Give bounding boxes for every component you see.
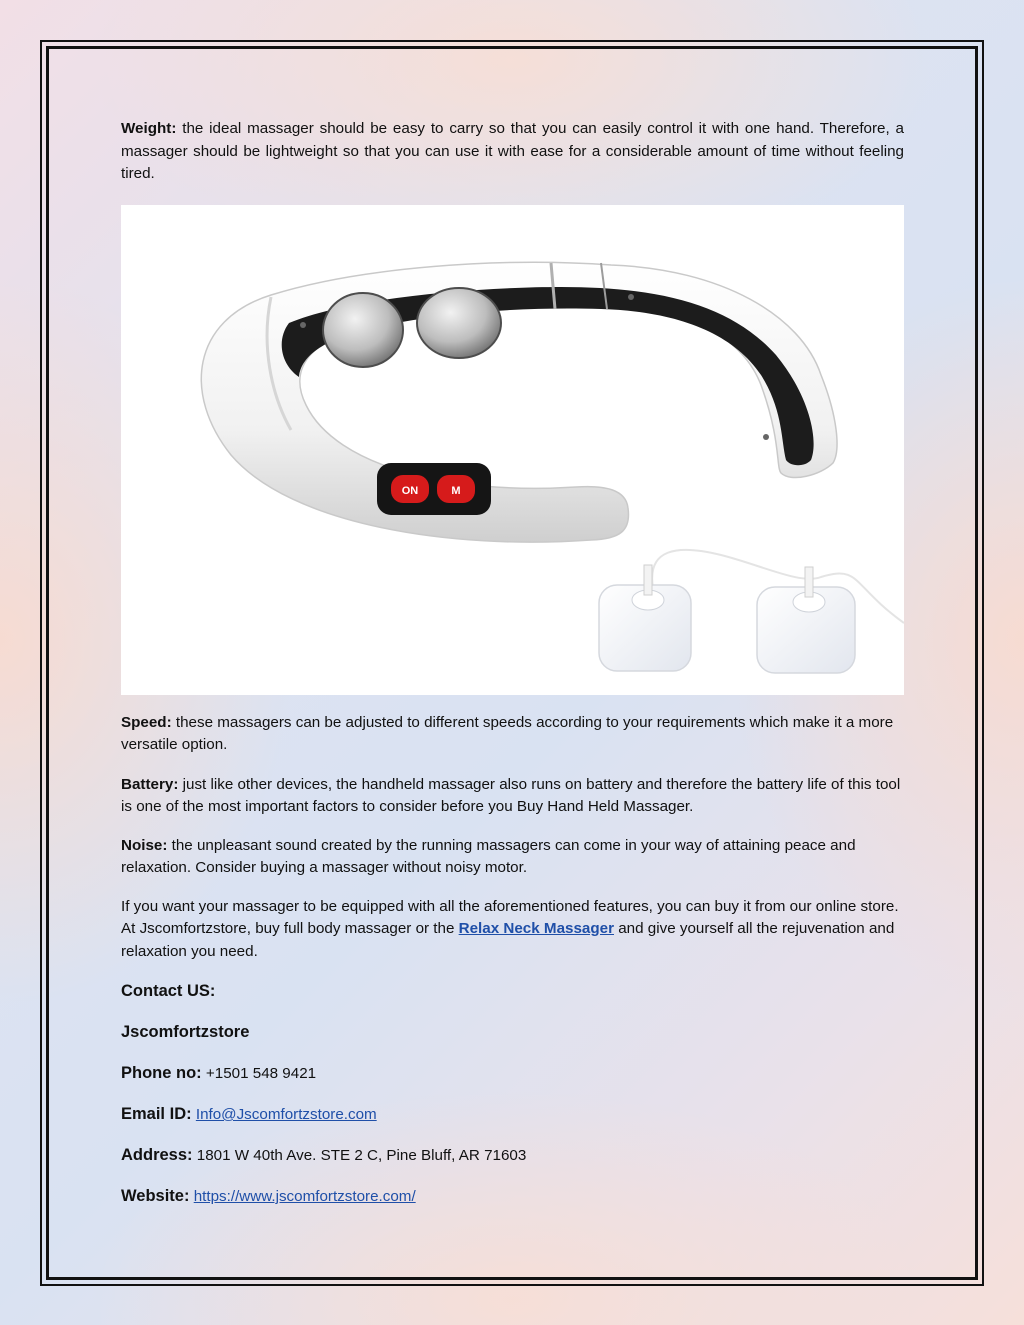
phone-line bbox=[121, 1062, 904, 1085]
website-label: Website: bbox=[121, 1187, 190, 1205]
weight-text: the ideal massager should be easy to carry so that you can easily control it with one hand. Therefore, a massager should be lightweight so that you can use it with ease for a considerable amount of time without feeling tired. bbox=[121, 120, 904, 182]
phone-label: Phone no: bbox=[121, 1064, 202, 1082]
massager-body bbox=[201, 262, 837, 542]
battery-label: Battery: bbox=[121, 775, 179, 793]
closing-text-before: If you want your massager to be equipped with all the aforementioned features, you can buy it from our online store. At Jscomfortzstore, buy full body massager or the bbox=[121, 897, 899, 937]
website-link[interactable]: https://www.jscomfortzstore.com/ bbox=[193, 1188, 416, 1205]
neck-massager-illustration bbox=[121, 205, 904, 695]
closing-paragraph bbox=[121, 896, 904, 964]
address-label: Address: bbox=[121, 1146, 193, 1164]
website-line bbox=[121, 1185, 904, 1208]
neck-massager-image bbox=[121, 205, 904, 695]
noise-label: Noise: bbox=[121, 836, 168, 854]
email-link[interactable]: Info@Jscomfortzstore.com bbox=[195, 1106, 377, 1123]
contact-section bbox=[121, 980, 904, 1208]
relax-neck-massager-link[interactable]: Relax Neck Massager bbox=[458, 920, 614, 937]
address-value: 1801 W 40th Ave. STE 2 C, Pine Bluff, AR 71603 bbox=[192, 1147, 527, 1164]
weight-label: Weight: bbox=[121, 120, 177, 137]
on-button-label: ON bbox=[401, 484, 419, 497]
noise-text: the unpleasant sound created by the running massagers can come in your way of attaining peace and relaxation. Consider buying a massager without noisy motor. bbox=[121, 836, 856, 876]
speed-paragraph bbox=[121, 712, 904, 757]
electrode-pads bbox=[599, 549, 904, 672]
company-name: Jscomfortzstore bbox=[121, 1023, 250, 1041]
email-label: Email ID: bbox=[121, 1105, 192, 1123]
speed-text: these massagers can be adjusted to different speeds according to your requirements which make it a more versatile option. bbox=[121, 713, 894, 753]
phone-value: +1501 548 9421 bbox=[201, 1065, 317, 1082]
weight-paragraph bbox=[121, 118, 904, 186]
battery-paragraph bbox=[121, 774, 904, 819]
contact-heading: Contact US: bbox=[121, 982, 216, 1000]
mode-button-label: M bbox=[451, 484, 461, 497]
battery-text: just like other devices, the handheld massager also runs on battery and therefore the battery life of this tool is one of the most important factors to consider before you Buy Hand Held Massager. bbox=[121, 775, 901, 815]
control-panel bbox=[377, 463, 491, 515]
closing-text-after: and give yourself all the rejuvenation and relaxation you need. bbox=[121, 920, 895, 960]
document-body bbox=[121, 118, 904, 1208]
speed-label: Speed: bbox=[121, 713, 172, 731]
email-line bbox=[121, 1103, 904, 1126]
noise-paragraph bbox=[121, 835, 904, 880]
address-line bbox=[121, 1144, 904, 1167]
